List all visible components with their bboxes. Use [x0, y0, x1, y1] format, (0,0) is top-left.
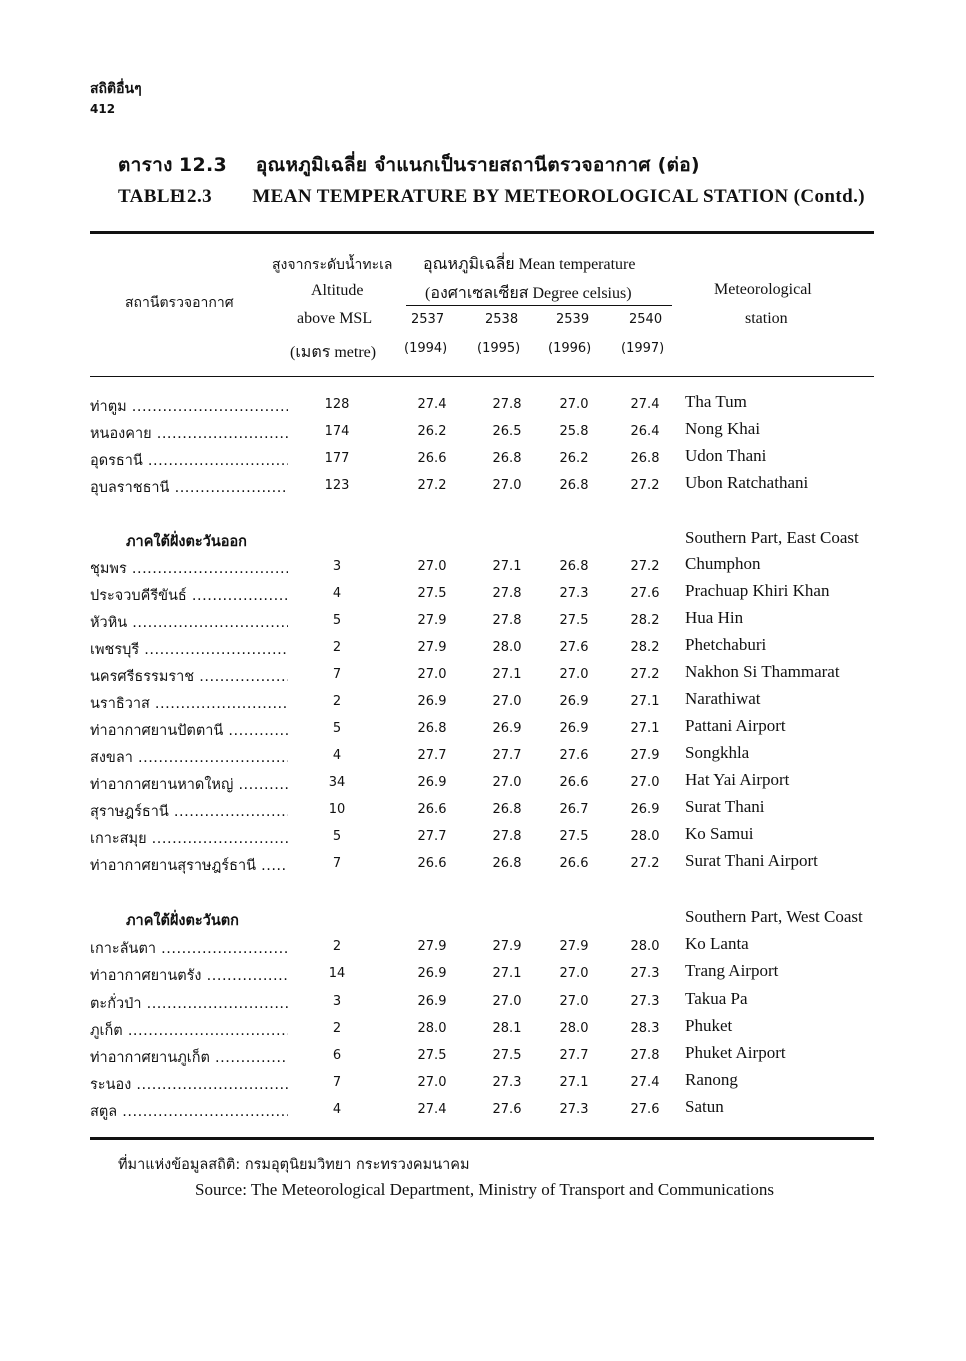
station-name-en: Satun: [685, 1097, 724, 1116]
temp-1995: 27.8: [492, 613, 522, 628]
table-row: [90, 934, 890, 961]
temp-1996: 27.9: [559, 939, 589, 954]
temp-1996: 26.2: [559, 451, 589, 466]
station-name-thai: ภูเก็ต .....: [90, 1019, 288, 1042]
table-row: [90, 608, 890, 635]
title-thai-text: อุณหภูมิเฉลี่ย จำแนกเป็นรายสถานีตรวจอากาศ (ต่อ): [255, 154, 700, 176]
temp-1997: 27.6: [630, 586, 660, 601]
station-name-en: Surat Thani: [685, 797, 765, 816]
temp-1996: 27.7: [559, 1048, 589, 1063]
altitude-cell: 2: [332, 694, 342, 709]
station-name-en: Takua Pa: [685, 989, 748, 1008]
temp-1996: 26.7: [559, 802, 589, 817]
temp-1997: 27.3: [630, 994, 660, 1009]
temp-1996: 27.0: [559, 966, 589, 981]
table-row: [90, 473, 890, 500]
table-row: [90, 743, 890, 770]
temp-1996: 28.0: [559, 1021, 589, 1036]
temp-1997: 27.9: [630, 748, 660, 763]
header-station-en2: station: [745, 310, 788, 327]
header-bottom-rule: [90, 376, 874, 377]
temp-1997: 28.0: [630, 829, 660, 844]
table-top-rule: [90, 231, 874, 234]
station-name-thai: ท่าตูม .....: [90, 395, 288, 418]
station-name-en: Nong Khai: [685, 419, 761, 438]
altitude-cell: 2: [332, 640, 342, 655]
station-name-thai: ประจวบคีรีขันธ์ .....: [90, 584, 288, 607]
temp-1996: 27.0: [559, 667, 589, 682]
station-name-thai: เกาะลันตา .....: [90, 937, 288, 960]
header-station-thai: สถานีตรวจอากาศ: [125, 295, 234, 311]
temp-1995: 27.8: [492, 397, 522, 412]
temp-1997: 27.2: [630, 559, 660, 574]
temp-1995: 27.0: [492, 994, 522, 1009]
header-year-be-4: 2540: [629, 312, 663, 327]
station-name-en: Tha Tum: [685, 392, 747, 411]
station-name-en: Pattani Airport: [685, 716, 786, 735]
temp-1996: 26.6: [559, 856, 589, 871]
temp-1994: 27.7: [417, 748, 447, 763]
table-row: [90, 1043, 890, 1070]
temp-1996: 27.5: [559, 613, 589, 628]
station-name-thai: หัวหิน .....: [90, 611, 288, 634]
station-name-en: Phuket Airport: [685, 1043, 786, 1062]
header-year-ce-2: (1995): [477, 341, 521, 356]
temp-1997: 28.2: [630, 640, 660, 655]
header-altitude-thai: สูงจากระดับน้ำทะเล: [272, 257, 393, 273]
temp-1994: 27.9: [417, 640, 447, 655]
altitude-cell: 7: [332, 856, 342, 871]
altitude-cell: 4: [332, 1102, 342, 1117]
header-altitude-en: Altitude: [311, 282, 364, 299]
header-year-be-2: 2538: [485, 312, 519, 327]
page-number: 412: [90, 102, 116, 116]
station-name-en: Hua Hin: [685, 608, 744, 627]
altitude-cell: 2: [332, 1021, 342, 1036]
temp-1995: 27.8: [492, 829, 522, 844]
table-row: [90, 961, 890, 988]
altitude-cell: 177: [324, 451, 350, 466]
header-temp-line1: อุณหภูมิเฉลี่ย Mean temperature: [423, 256, 636, 273]
section-en: Southern Part, East Coast: [685, 528, 859, 547]
table-row: [90, 662, 890, 689]
temp-1997: 27.0: [630, 775, 660, 790]
table-bottom-rule: [90, 1137, 874, 1140]
station-name-thai: หนองคาย .....: [90, 422, 288, 445]
header-year-ce-3: (1996): [548, 341, 592, 356]
temp-1997: 27.3: [630, 966, 660, 981]
temp-1995: 27.9: [492, 939, 522, 954]
temp-1994: 27.0: [417, 667, 447, 682]
table-row: [90, 392, 890, 419]
temp-1996: 26.6: [559, 775, 589, 790]
table-row: [90, 419, 890, 446]
station-name-en: Nakhon Si Thammarat: [685, 662, 840, 681]
station-name-thai: สตูล .....: [90, 1100, 288, 1123]
temp-1994: 26.9: [417, 775, 447, 790]
temp-1995: 27.5: [492, 1048, 522, 1063]
temp-1994: 27.7: [417, 829, 447, 844]
station-name-en: Ko Lanta: [685, 934, 749, 953]
station-name-en: Trang Airport: [685, 961, 779, 980]
table-row: [90, 554, 890, 581]
temp-1994: 27.9: [417, 613, 447, 628]
altitude-cell: 4: [332, 586, 342, 601]
table-row: [90, 1016, 890, 1043]
altitude-cell: 2: [332, 939, 342, 954]
temp-1994: 26.6: [417, 856, 447, 871]
source-note-thai: ที่มาแห่งข้อมูลสถิติ: กรมอุตุนิยมวิทยา กระทรวงคมนาคม: [118, 1157, 470, 1173]
temp-1995: 26.8: [492, 802, 522, 817]
temp-1997: 26.9: [630, 802, 660, 817]
temp-1996: 27.0: [559, 397, 589, 412]
altitude-cell: 14: [328, 966, 346, 981]
temp-1995: 27.0: [492, 694, 522, 709]
temp-1994: 26.9: [417, 994, 447, 1009]
table-row: [90, 1097, 890, 1124]
altitude-cell: 3: [332, 994, 342, 1009]
temp-1995: 27.1: [492, 559, 522, 574]
station-name-en: Ranong: [685, 1070, 738, 1089]
temp-1996: 27.6: [559, 640, 589, 655]
table-row: [90, 851, 890, 878]
temp-1995: 26.9: [492, 721, 522, 736]
altitude-cell: 34: [328, 775, 346, 790]
temp-1997: 27.6: [630, 1102, 660, 1117]
temp-1994: 26.6: [417, 451, 447, 466]
section-en: Southern Part, West Coast: [685, 907, 863, 926]
station-name-thai: ท่าอากาศยานหาดใหญ่ .....: [90, 773, 288, 796]
temp-1997: 27.1: [630, 721, 660, 736]
temp-1997: 28.0: [630, 939, 660, 954]
station-name-thai: ระนอง .....: [90, 1073, 288, 1096]
temp-1994: 26.8: [417, 721, 447, 736]
title-thai-label: ตาราง: [118, 154, 173, 176]
page-header: [90, 78, 142, 116]
header-span-rule: [406, 305, 672, 306]
title-en-text: MEAN TEMPERATURE BY METEOROLOGICAL STATION (Contd.): [252, 186, 865, 207]
altitude-cell: 5: [332, 613, 342, 628]
temp-1995: 26.8: [492, 856, 522, 871]
table-row: [90, 716, 890, 743]
temp-1994: 27.2: [417, 478, 447, 493]
temp-1997: 27.2: [630, 667, 660, 682]
station-name-thai: สงขลา .....: [90, 746, 288, 769]
header-altitude-en2: above MSL: [297, 310, 373, 327]
temp-1995: 26.8: [492, 451, 522, 466]
station-name-thai: ชุมพร .....: [90, 557, 288, 580]
altitude-cell: 3: [332, 559, 342, 574]
temp-1994: 27.5: [417, 586, 447, 601]
temp-1994: 27.4: [417, 1102, 447, 1117]
station-name-en: Phuket: [685, 1016, 733, 1035]
station-name-en: Phetchaburi: [685, 635, 767, 654]
station-name-en: Narathiwat: [685, 689, 761, 708]
station-name-en: Chumphon: [685, 554, 761, 573]
station-name-en: Udon Thani: [685, 446, 767, 465]
temp-1995: 27.3: [492, 1075, 522, 1090]
temp-1996: 27.6: [559, 748, 589, 763]
station-name-thai: นครศรีธรรมราช .....: [90, 665, 288, 688]
section-header-east: [90, 530, 890, 554]
title-english: [118, 186, 865, 208]
header-year-ce-1: (1994): [404, 341, 448, 356]
header-year-be-3: 2539: [556, 312, 590, 327]
station-name-en: Ubon Ratchathani: [685, 473, 809, 492]
temp-1996: 27.1: [559, 1075, 589, 1090]
station-name-thai: ท่าอากาศยานปัตตานี .....: [90, 719, 288, 742]
temp-1994: 27.0: [417, 559, 447, 574]
table-row: [90, 446, 890, 473]
station-name-thai: ตะกั่วป่า .....: [90, 992, 288, 1015]
temp-1996: 27.3: [559, 1102, 589, 1117]
temp-1995: 27.0: [492, 478, 522, 493]
temp-1996: 27.0: [559, 994, 589, 1009]
temp-1997: 27.1: [630, 694, 660, 709]
table-row: [90, 824, 890, 851]
table-row: [90, 635, 890, 662]
temp-1994: 27.0: [417, 1075, 447, 1090]
altitude-cell: 5: [332, 721, 342, 736]
temp-1994: 26.9: [417, 966, 447, 981]
station-name-thai: เพชรบุรี .....: [90, 638, 288, 661]
table-row: [90, 1070, 890, 1097]
station-name-en: Prachuap Khiri Khan: [685, 581, 830, 600]
altitude-cell: 7: [332, 667, 342, 682]
header-year-be-1: 2537: [411, 312, 445, 327]
temp-1996: 26.8: [559, 559, 589, 574]
temp-1994: 27.5: [417, 1048, 447, 1063]
altitude-cell: 7: [332, 1075, 342, 1090]
temp-1996: 26.9: [559, 694, 589, 709]
table-title: [118, 150, 865, 208]
station-name-thai: อุดรธานี .....: [90, 449, 288, 472]
altitude-cell: 10: [328, 802, 346, 817]
temp-1995: 27.0: [492, 775, 522, 790]
header-station-en: Meteorological: [714, 281, 812, 298]
temp-1997: 26.4: [630, 424, 660, 439]
station-name-thai: สุราษฎร์ธานี .....: [90, 800, 288, 823]
temp-1997: 28.2: [630, 613, 660, 628]
station-name-en: Hat Yai Airport: [685, 770, 790, 789]
station-name-en: Songkhla: [685, 743, 750, 762]
temp-1994: 26.6: [417, 802, 447, 817]
temp-1995: 28.0: [492, 640, 522, 655]
station-name-thai: นราธิวาส .....: [90, 692, 288, 715]
temp-1996: 26.8: [559, 478, 589, 493]
header-temp-line2: (องศาเซลเซียส Degree celsius): [425, 285, 632, 302]
table-row: [90, 689, 890, 716]
station-name-thai: ท่าอากาศยานสุราษฎร์ธานี .....: [90, 854, 288, 877]
section-title: สถิติอื่นๆ: [90, 81, 142, 97]
altitude-cell: 4: [332, 748, 342, 763]
temp-1997: 28.3: [630, 1021, 660, 1036]
title-en-label: TABLE: [118, 186, 184, 207]
temp-1994: 26.2: [417, 424, 447, 439]
temp-1995: 27.6: [492, 1102, 522, 1117]
temp-1995: 28.1: [492, 1021, 522, 1036]
section-header-west: [90, 909, 890, 933]
temp-1997: 27.4: [630, 397, 660, 412]
station-name-thai: ท่าอากาศยานภูเก็ต .....: [90, 1046, 288, 1069]
station-name-en: Surat Thani Airport: [685, 851, 818, 870]
section-thai: ภาคใต้ฝั่งตะวันตก: [126, 913, 239, 929]
station-name-thai: อุบลราชธานี .....: [90, 476, 288, 499]
temp-1997: 27.2: [630, 478, 660, 493]
section-thai: ภาคใต้ฝั่งตะวันออก: [126, 534, 247, 550]
source-note-en: Source: The Meteorological Department, Ministry of Transport and Communications: [195, 1180, 775, 1199]
temp-1994: 28.0: [417, 1021, 447, 1036]
temp-1997: 27.2: [630, 856, 660, 871]
table-row: [90, 989, 890, 1016]
temp-1995: 27.7: [492, 748, 522, 763]
temp-1996: 25.8: [559, 424, 589, 439]
altitude-cell: 174: [324, 424, 350, 439]
table-row: [90, 581, 890, 608]
altitude-cell: 5: [332, 829, 342, 844]
title-thai: [118, 150, 865, 180]
altitude-cell: 123: [324, 478, 350, 493]
temp-1995: 27.1: [492, 966, 522, 981]
temp-1994: 27.9: [417, 939, 447, 954]
temp-1997: 27.8: [630, 1048, 660, 1063]
temp-1994: 26.9: [417, 694, 447, 709]
station-name-en: Ko Samui: [685, 824, 754, 843]
altitude-cell: 128: [324, 397, 350, 412]
station-name-thai: เกาะสมุย .....: [90, 827, 288, 850]
header-year-ce-4: (1997): [621, 341, 665, 356]
temp-1994: 27.4: [417, 397, 447, 412]
temp-1995: 27.8: [492, 586, 522, 601]
temp-1997: 27.4: [630, 1075, 660, 1090]
temp-1996: 26.9: [559, 721, 589, 736]
table-row: [90, 770, 890, 797]
temp-1996: 27.5: [559, 829, 589, 844]
temp-1997: 26.8: [630, 451, 660, 466]
title-thai-number: 12.3: [178, 154, 228, 176]
title-en-number: 12.3: [177, 186, 213, 207]
temp-1995: 26.5: [492, 424, 522, 439]
header-altitude-unit: (เมตร metre): [290, 344, 377, 361]
temp-1996: 27.3: [559, 586, 589, 601]
station-name-thai: ท่าอากาศยานตรัง .....: [90, 964, 288, 987]
altitude-cell: 6: [332, 1048, 342, 1063]
temp-1995: 27.1: [492, 667, 522, 682]
table-row: [90, 797, 890, 824]
